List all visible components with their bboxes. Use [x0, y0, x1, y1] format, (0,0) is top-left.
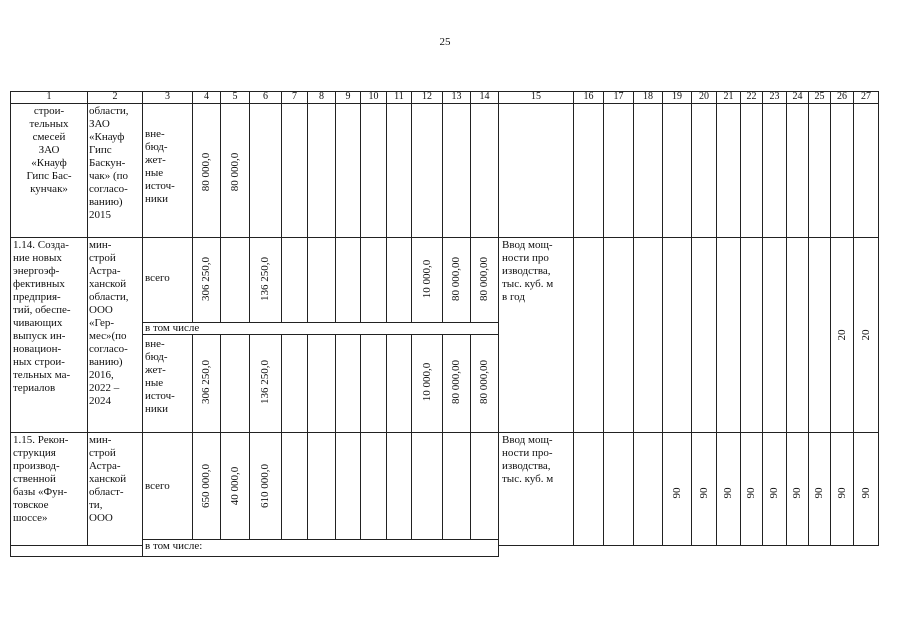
row-b-offbudget-cell-10: [360, 334, 387, 433]
row-c-c21: 90: [722, 487, 734, 499]
header-col-17: 17: [603, 91, 634, 104]
header-col-7: 7: [281, 91, 308, 104]
row-b-cell-25: [808, 237, 831, 433]
row-b-c26: 20: [835, 329, 848, 341]
row-b-total-cell-5: [220, 237, 250, 323]
row-a-cell-14: [470, 103, 499, 238]
row-a-cell-23: [762, 103, 787, 238]
header-col-4: 4: [192, 91, 221, 104]
row-c-c22: 90: [745, 487, 757, 499]
row-a-executor: области, ЗАО «Кнауф Гипс Баскун- чак» (по согласо- ванию) 2015: [89, 105, 129, 221]
header-col-27: 27: [853, 91, 879, 104]
row-b-cell-16: [573, 237, 604, 433]
row-a-name: строи- тельных смесей ЗАО «Кнауф Гипс Бас- кунчак»: [26, 105, 72, 195]
row-c-c26: 90: [835, 487, 848, 499]
header-col-26: 26: [830, 91, 854, 104]
row-c-total-c6: 610 000,0: [259, 464, 271, 508]
row-b-off-c14: 80 000,00: [478, 360, 490, 404]
row-c-executor: мин- строй Астра- ханской област- ти, ООО: [89, 434, 127, 524]
row-a-cell-10: [360, 103, 387, 238]
row-c-total-cell-13: [442, 432, 471, 540]
row-c-total-cell-7: [281, 432, 308, 540]
row-b-total-c13: 80 000,00: [450, 257, 462, 301]
row-c-total-label: всего: [145, 480, 170, 492]
header-col-12: 12: [411, 91, 443, 104]
row-b-total-c6: 136 250,0: [259, 257, 271, 301]
row-b-off-c4: 306 250,0: [200, 360, 212, 404]
header-col-3: 3: [142, 91, 193, 104]
header-col-25: 25: [808, 91, 831, 104]
row-b-offbudget-cell-11: [386, 334, 412, 433]
row-a-source: вне- бюд- жет- ные источ- ники: [145, 128, 175, 205]
row-c-total-cell-8: [307, 432, 336, 540]
row-b-total-cell-8: [307, 237, 336, 323]
row-b-incl-label: в том числе: [145, 322, 200, 334]
row-a-c4: 80 000,0: [200, 152, 212, 192]
header-col-2: 2: [87, 91, 143, 104]
row-c-c27: 90: [859, 487, 872, 499]
row-a-cell-21: [716, 103, 741, 238]
row-b-total-cell-9: [335, 237, 361, 323]
row-b-name: 1.14. Созда- ние новых энергоэф- фективных предприя- тий, обеспе- чивающих выпуск ин- новацион- ных строи- тельных ма- териалов: [13, 239, 71, 394]
row-b-offbudget-label: вне- бюд- жет- ные источ- ники: [145, 338, 175, 415]
row-a-cell-18: [633, 103, 663, 238]
row-c-c23: 90: [768, 487, 780, 499]
row-c-total-c4: 650 000,0: [200, 464, 212, 508]
row-c-total-cell-11: [386, 432, 412, 540]
row-b-total-c14: 80 000,00: [478, 257, 490, 301]
row-c-total-cell-14: [470, 432, 499, 540]
header-col-1: 1: [10, 91, 88, 104]
row-c-indicator: Ввод мощ- ности про- изводства, тыс. куб. м: [502, 434, 554, 485]
row-a-cell-13: [442, 103, 471, 238]
row-a-cell-11: [386, 103, 412, 238]
row-a-cell-12: [411, 103, 443, 238]
row-b-off-c13: 80 000,00: [450, 360, 462, 404]
row-b-total-label: всего: [145, 272, 170, 284]
header-col-18: 18: [633, 91, 663, 104]
row-a-c5: 80 000,0: [228, 152, 241, 192]
row-c-total-cell-10: [360, 432, 387, 540]
header-col-10: 10: [360, 91, 387, 104]
row-b-c27: 20: [859, 329, 872, 341]
row-b-off-c12: 10 000,0: [420, 362, 433, 402]
row-b-cell-22: [740, 237, 763, 433]
row-c-total-c5: 40 000,0: [228, 466, 241, 506]
row-b-offbudget-cell-8: [307, 334, 336, 433]
header-col-8: 8: [307, 91, 336, 104]
row-b-total-c12: 10 000,0: [420, 259, 433, 299]
row-a-cell-6: [249, 103, 282, 238]
header-col-15: 15: [498, 91, 574, 104]
header-col-13: 13: [442, 91, 471, 104]
row-b-total-cell-10: [360, 237, 387, 323]
row-c-cell-17: [603, 432, 634, 546]
row-a-cell-27: [853, 103, 879, 238]
row-c-cell-18: [633, 432, 663, 546]
row-b-offbudget-cell-7: [281, 334, 308, 433]
row-b-total-c4: 306 250,0: [200, 257, 212, 301]
row-b-total-cell-7: [281, 237, 308, 323]
row-a-cell-16: [573, 103, 604, 238]
header-col-20: 20: [691, 91, 717, 104]
row-b-total-cell-11: [386, 237, 412, 323]
row-a-cell-19: [662, 103, 692, 238]
row-c-incl-label: в том числе:: [145, 540, 203, 552]
row-c-total-cell-12: [411, 432, 443, 540]
row-b-offbudget-cell-5: [220, 334, 250, 433]
row-b-cell-18: [633, 237, 663, 433]
row-b-cell-23: [762, 237, 787, 433]
row-b-cell-19: [662, 237, 692, 433]
header-col-16: 16: [573, 91, 604, 104]
row-c-c19: 90: [670, 487, 683, 499]
row-b-indicator: Ввод мощ- ности про изводства, тыс. куб. м в год: [502, 239, 554, 303]
row-b-offbudget-cell-9: [335, 334, 361, 433]
row-b-cell-21: [716, 237, 741, 433]
row-c-c25: 90: [813, 487, 825, 499]
row-b-cell-17: [603, 237, 634, 433]
row-b-off-c6: 136 250,0: [259, 360, 271, 404]
row-c-c24: 90: [791, 487, 803, 499]
row-a-cell-9: [335, 103, 361, 238]
header-col-11: 11: [386, 91, 412, 104]
header-col-21: 21: [716, 91, 741, 104]
row-c-c20: 90: [697, 487, 710, 499]
header-col-14: 14: [470, 91, 499, 104]
header-col-23: 23: [762, 91, 787, 104]
row-b-cell-20: [691, 237, 717, 433]
row-a-cell-17: [603, 103, 634, 238]
row-a-cell-25: [808, 103, 831, 238]
row-a-cell-15: [498, 103, 574, 238]
header-col-19: 19: [662, 91, 692, 104]
row-a-cell-7: [281, 103, 308, 238]
header-col-22: 22: [740, 91, 763, 104]
row-c-total-cell-9: [335, 432, 361, 540]
row-a-cell-22: [740, 103, 763, 238]
row-b-cell-24: [786, 237, 809, 433]
row-a-cell-26: [830, 103, 854, 238]
row-c-cell-16: [573, 432, 604, 546]
row-c-name: 1.15. Рекон- струкция производ- ственной базы «Фун- товское шоссе»: [13, 434, 69, 524]
header-col-24: 24: [786, 91, 809, 104]
row-b-executor: мин- строй Астра- ханской области, ООО «Гер- мес»(по согласо- ванию) 2016, 2022 – 2024: [89, 239, 129, 407]
row-a-cell-8: [307, 103, 336, 238]
header-col-5: 5: [220, 91, 250, 104]
row-a-cell-24: [786, 103, 809, 238]
row-a-cell-20: [691, 103, 717, 238]
header-col-9: 9: [335, 91, 361, 104]
row-c-tail: [10, 545, 143, 557]
page-number: 25: [439, 36, 451, 48]
header-col-6: 6: [249, 91, 282, 104]
